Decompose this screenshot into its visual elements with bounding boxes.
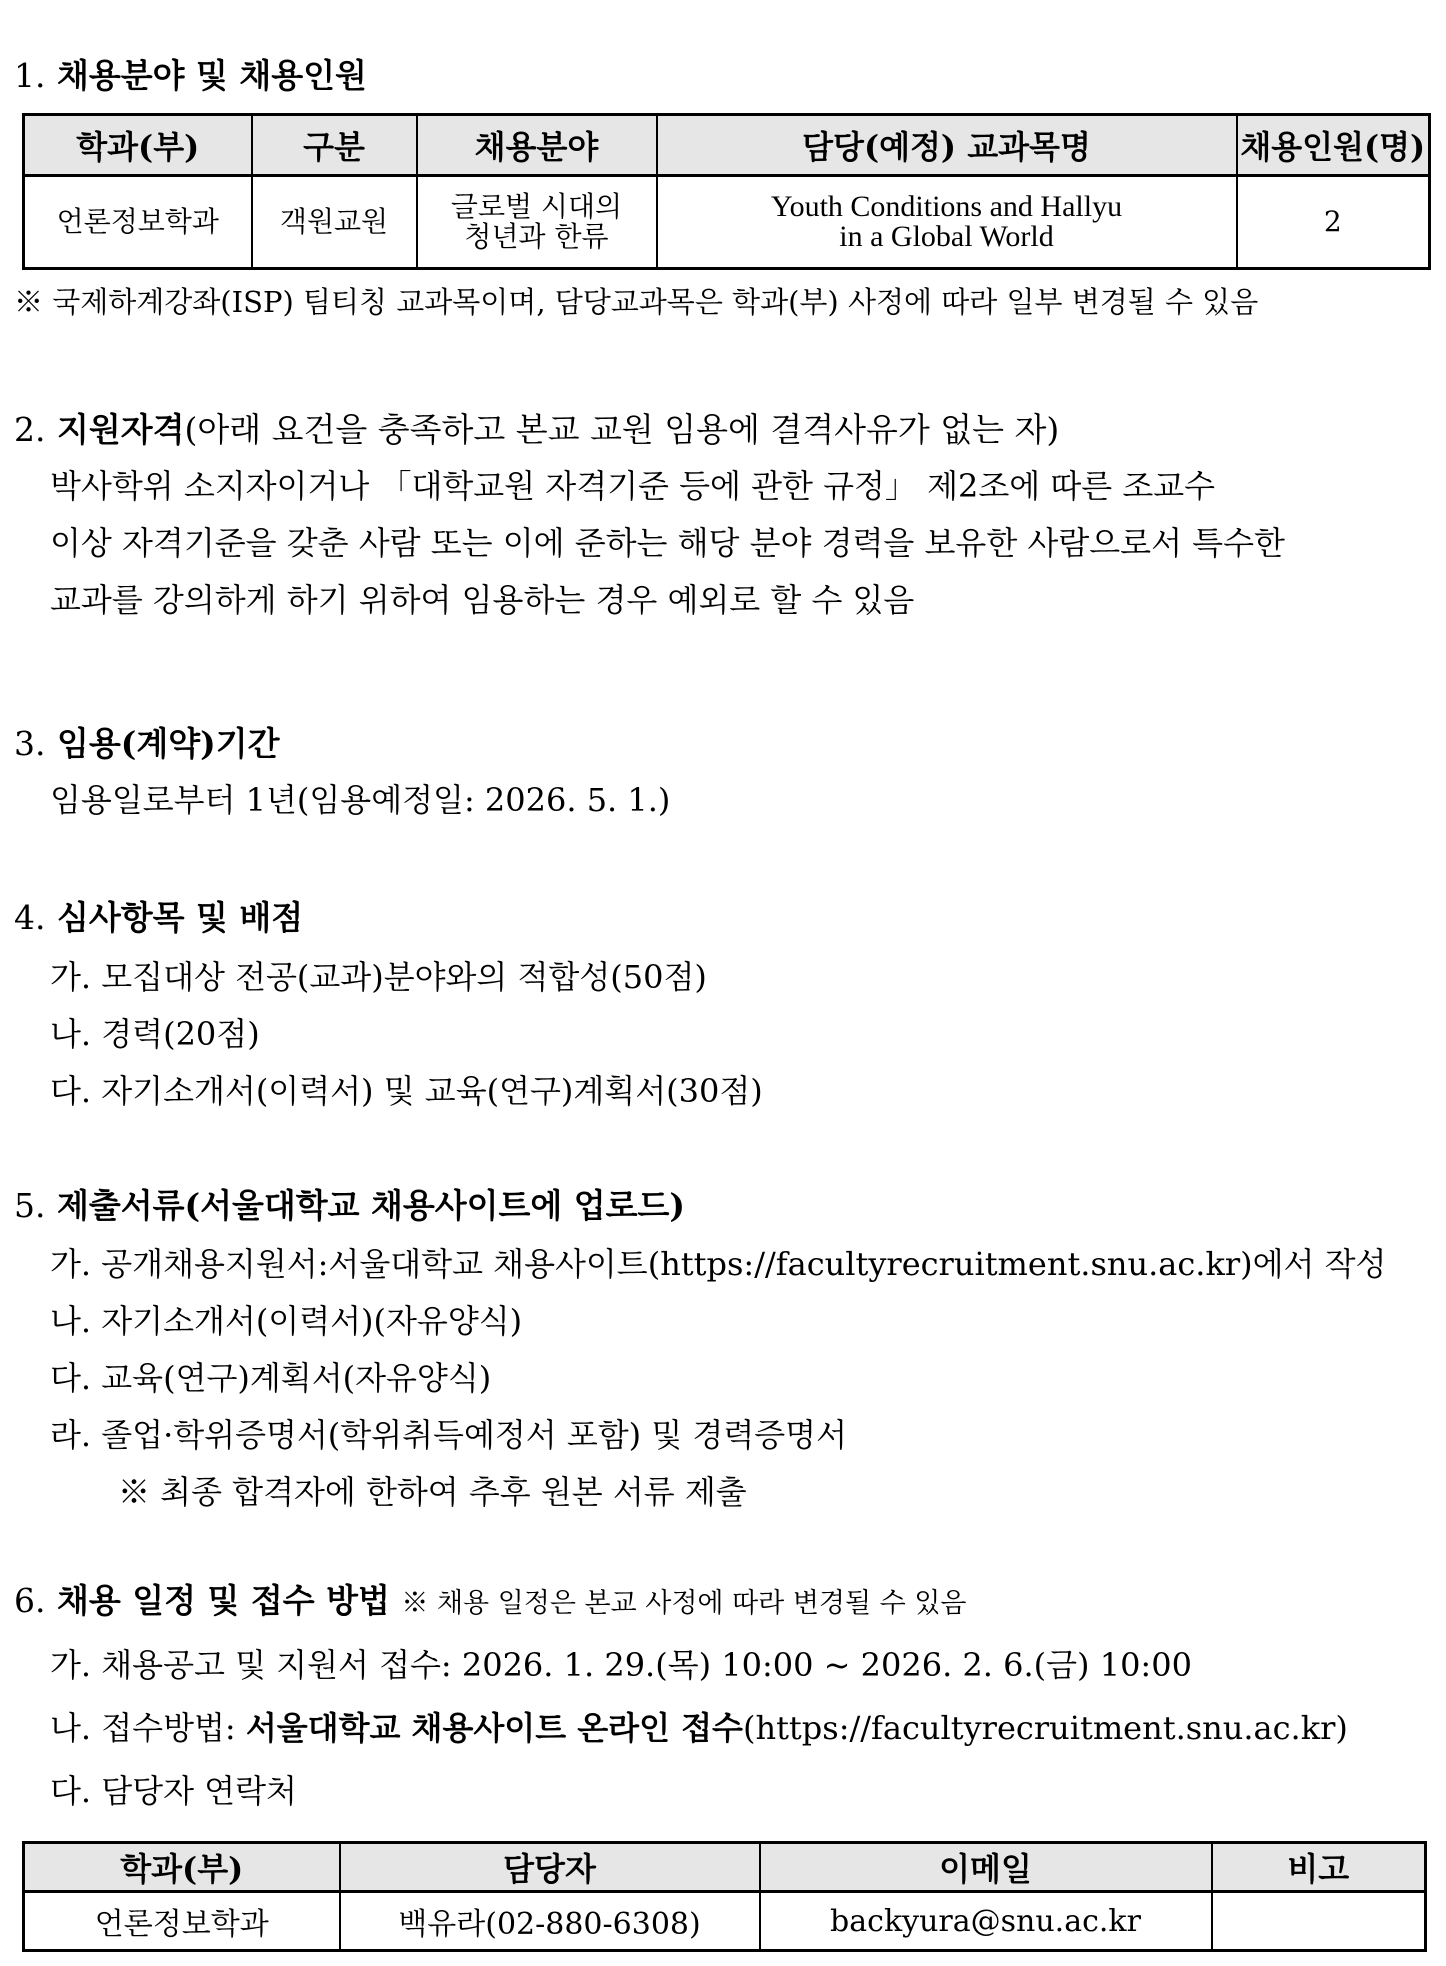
header-dept: 학과(부) xyxy=(24,115,252,176)
header-count: 채용인원(명) xyxy=(1237,115,1430,176)
section-5-heading: 5. 제출서류(서울대학교 채용사이트에 업로드) xyxy=(14,1186,686,1225)
cell-dept: 언론정보학과 xyxy=(24,1892,340,1951)
table-row xyxy=(24,1892,1426,1951)
cell-dept: 언론정보학과 xyxy=(24,176,252,269)
section-2-heading: 2. 지원자격(아래 요건을 충족하고 본교 교원 임용에 결격사유가 없는 자) xyxy=(14,410,1060,449)
header-email: 이메일 xyxy=(760,1843,1212,1892)
document-item: 가. 공개채용지원서:서울대학교 채용사이트(https://facultyrecruitment.snu.ac.kr)에서 작성 xyxy=(50,1245,1387,1283)
field-line-2: 청년과 한류 xyxy=(464,220,609,253)
criteria-item: 나. 경력(20점) xyxy=(50,1015,260,1053)
contact-item: 다. 담당자 연락처 xyxy=(50,1772,297,1810)
cell-field xyxy=(417,176,657,269)
section-4-heading: 4. 심사항목 및 배점 xyxy=(14,898,304,937)
header-course: 담당(예정) 교과목명 xyxy=(657,115,1237,176)
schedule-item: 가. 채용공고 및 지원서 접수: 2026. 1. 29.(목) 10:00 ~ 2026. 2. 6.(금) 10:00 xyxy=(50,1646,1192,1684)
cell-count: 2 xyxy=(1237,176,1430,269)
cell-course xyxy=(657,176,1237,269)
criteria-item: 다. 자기소개서(이력서) 및 교육(연구)계획서(30점) xyxy=(50,1072,763,1110)
qualification-line-1: 박사학위 소지자이거나 「대학교원 자격기준 등에 관한 규정」 제2조에 따른 조교수 xyxy=(50,467,1216,505)
recruitment-table xyxy=(22,113,1431,270)
qualification-line-2: 이상 자격기준을 갖춘 사람 또는 이에 준하는 해당 분야 경력을 보유한 사람으로서 특수한 xyxy=(50,524,1285,562)
contract-period-line: 임용일로부터 1년(임용예정일: 2026. 5. 1.) xyxy=(50,781,671,819)
header-dept: 학과(부) xyxy=(24,1843,340,1892)
header-type: 구분 xyxy=(252,115,417,176)
course-line-2: in a Global World xyxy=(839,220,1054,253)
document-item: 나. 자기소개서(이력서)(자유양식) xyxy=(50,1302,523,1340)
documents-note: ※ 최종 합격자에 한하여 추후 원본 서류 제출 xyxy=(118,1473,747,1511)
section-6-heading: 6. 채용 일정 및 접수 방법 ※ 채용 일정은 본교 사정에 따라 변경될 수 있음 xyxy=(14,1581,967,1620)
cell-person: 백유라(02-880-6308) xyxy=(340,1892,760,1951)
table-row xyxy=(24,176,1430,269)
section-3-heading: 3. 임용(계약)기간 xyxy=(14,724,280,763)
header-remark: 비고 xyxy=(1212,1843,1426,1892)
document-item: 라. 졸업·학위증명서(학위취득예정서 포함) 및 경력증명서 xyxy=(50,1416,847,1454)
section-1-note: ※ 국제하계강좌(ISP) 팀티칭 교과목이며, 담당교과목은 학과(부) 사정에 따라 일부 변경될 수 있음 xyxy=(14,285,1259,319)
criteria-item: 가. 모집대상 전공(교과)분야와의 적합성(50점) xyxy=(50,958,707,996)
field-line-1: 글로벌 시대의 xyxy=(450,190,623,223)
header-person: 담당자 xyxy=(340,1843,760,1892)
cell-remark xyxy=(1212,1892,1426,1951)
method-item: 나. 접수방법: 서울대학교 채용사이트 온라인 접수(https://facultyrecruitment.snu.ac.kr) xyxy=(50,1709,1348,1747)
cell-type: 객원교원 xyxy=(252,176,417,269)
cell-email: backyura@snu.ac.kr xyxy=(760,1892,1212,1951)
table-header-row xyxy=(24,115,1430,176)
course-line-1: Youth Conditions and Hallyu xyxy=(770,190,1123,223)
contact-table xyxy=(22,1841,1427,1952)
qualification-line-3: 교과를 강의하게 하기 위하여 임용하는 경우 예외로 할 수 있음 xyxy=(50,581,915,619)
document-item: 다. 교육(연구)계획서(자유양식) xyxy=(50,1359,492,1397)
header-field: 채용분야 xyxy=(417,115,657,176)
table-header-row xyxy=(24,1843,1426,1892)
section-1-heading: 1. 채용분야 및 채용인원 xyxy=(14,56,367,95)
